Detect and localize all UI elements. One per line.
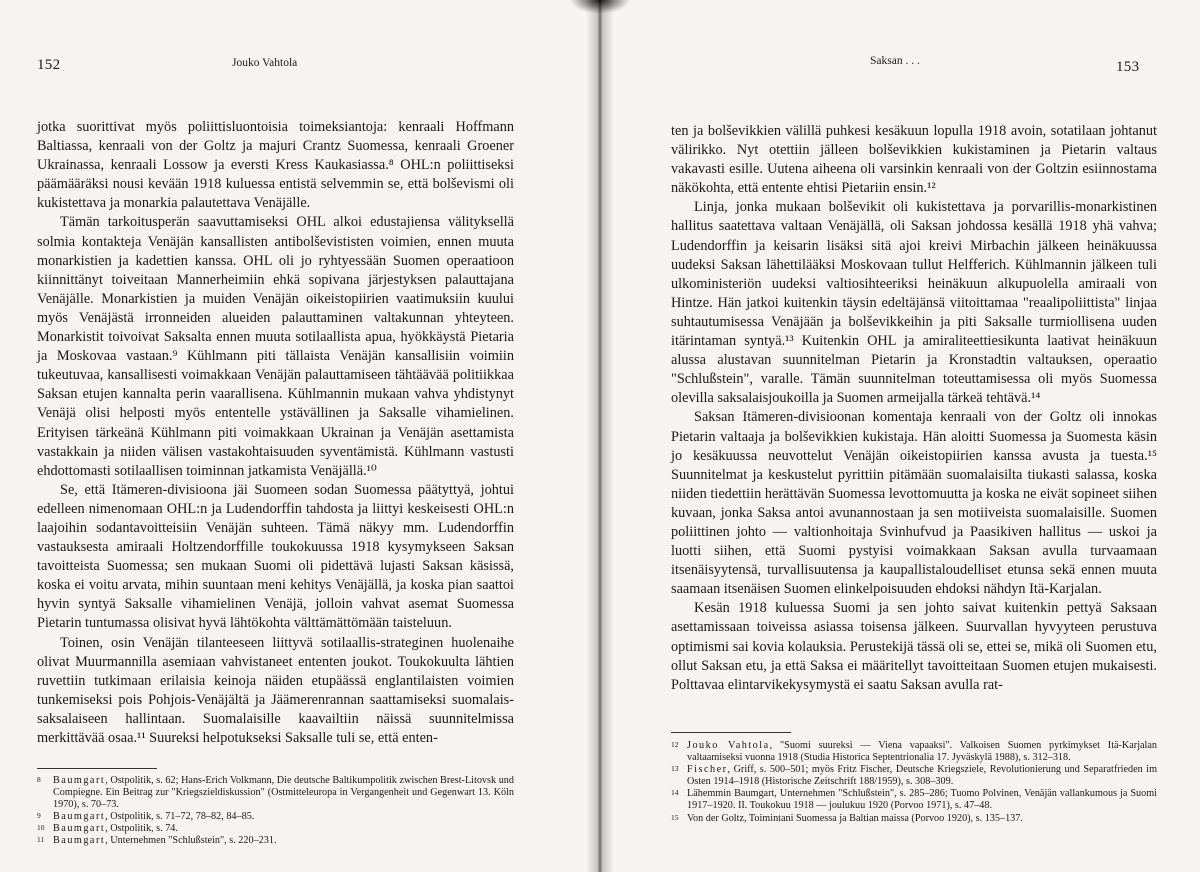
body-text — [37, 118, 514, 748]
paragraph: Kesän 1918 kuluessa Suomi ja sen johto saivat kuitenkin pettyä Saksaan asettamissaan toiveissa asiassa toisensa jälkeen. Suurvallan hyvyyteen perustuva optimismi sai kovia kolauksia. Perustekijä tässä oli se, ettei se, mikä oli Suomen etu, ollut Saksan etu, ja että Saksa ei määritellyt tavoitteitaan Suomen etujen mukaisesti. Polttavaa elintarvikekysymystä ei saatu Saksan avulla rat- — [671, 600, 1157, 693]
footnote-number: 10 — [37, 823, 45, 833]
paragraph: ten ja bolševikkien välillä puhkesi kesäkuun lopulla 1918 avoin, sotatilaan johtanut välirikko. Nyt otettiin jälleen bolševikkien kukistaminen ja Pietarin valtaus vakavasti esille. Uutena aiheena oli varsinkin kenraali von der Goltzin esiinnostama näkökohta, että entente ehtisi Pietariin ensin.¹² — [671, 123, 1157, 197]
footnote-text: Lähemmin Baumgart, Unternehmen "Schlußstein", s. 285–286; Tuomo Polvinen, Venäjän vallankumous ja Suomi 1917–1920. II. Toukokuu 1918 — joulukuu 1920 (Porvoo 1971), s. 47–48. — [687, 788, 1157, 812]
paragraph: Toinen, osin Venäjän tilanteeseen liittyvä sotilaallis-strateginen huolenaihe olivat Muurmannilla asemiaan vahvistaneet ententen joukot. Toukokuulta lähtien ruvettiin tutkimaan erilaisia keinoja näiden etupäässä englantilaisten voimien tunkemiseksi pois Pohjois-Venäjältä ja Jäämerenrannan saattamiseksi suomalais-saksalaiseen hallintaan. Suomalaisille kaavailtiin näissä suunnitelmissa merkittävää osaa.¹¹ Suureksi helpotukseksi Saksalle tuli se, että enten- — [37, 634, 514, 746]
right-page — [600, 0, 1200, 872]
footnote-author: Baumgart — [53, 835, 106, 847]
footnote-author: Baumgart — [53, 823, 106, 835]
footnote-text: , Griff, s. 500–501; myös Fritz Fischer, Deutsche Kriegsziele, Revolutionierung und Separatfrieden im Osten 1914–1918 (Historische Zeitschrift 188/1959), s. 308–309. — [687, 764, 1157, 788]
footnote-author: Baumgart — [53, 775, 106, 786]
footnote-author: Jouko Vahtola — [687, 740, 770, 751]
footnote — [671, 740, 1157, 764]
running-head: Jouko Vahtola — [232, 57, 298, 69]
footnotes — [37, 775, 514, 848]
running-head: Saksan . . . — [870, 55, 920, 67]
paragraph: Se, että Itämeren-divisioona jäi Suomeen sodan Suomessa päätyttyä, johtui edelleen nimenomaan OHL:n ja Ludendorffin tahdosta ja liittyi keskeisesti OHL:n laajoihin sodantavoitteisiin Venäjän suhteen. Tämä näkyy mm. Ludendorffin vastauksesta amiraali Holtzendorffille toukokuussa 1918 kysymykseen Saksan tavoitteista Suomessa; sen mukaan Suomi oli pidettävä lujasti Saksan käsissä, koska ei voitu arvata, mihin suuntaan meni kehitys Venäjällä, ja koska pian saattoi hyvin syntyä Saksalle vihamielinen Venäjä, jolloin vahvat asemat Suomessa Pietarin tuntumassa olisivat hyvä lähtökohta välttämättömään taisteluun. — [37, 481, 514, 632]
body-text — [671, 122, 1157, 695]
footnote-number: 14 — [671, 788, 679, 798]
footnote-number: 11 — [37, 835, 45, 845]
footnote-rule — [671, 732, 791, 733]
footnote-text: , Ostpolitik, s. 74. — [105, 823, 178, 835]
page-number: 152 — [37, 57, 61, 73]
page-number: 153 — [1116, 59, 1140, 75]
paragraph: Saksan Itämeren-divisioonan komentaja kenraali von der Goltz oli innokas Pietarin valtaaja ja bolševikkien kukistaja. Hän aloitti Suomessa ja Suomesta käsin jo kesäkuussa neuvottelut Venäjän oikeistopiirien kanssa avusta ja tuesta.¹⁵ Suunnitelmat ja keskustelut pyrittiin pitämään suomalaisilta tiukasti salassa, koska niiden tiedettiin herättävän Suomessa levottomuutta ja koska ne eivät sopineet siihen kuvaan, jonka Saksa antoi avunannostaan ja sen motiiveista suomalaisille. Suomen poliittinen johto — valtionhoitaja Svinhufvud ja Paasikiven hallitus — uskoi ja luotti siihen, että Suomi pystyisi voimakkaan Saksan avulla turvaamaan itsenäisyytensä, turvallisuutensa ja kaupallistaloudelliset etunsa sekä ennen muuta saamaan itsenäisen Suomen elinkelpoisuuden ehdoksi nähdyn Itä-Karjalan. — [671, 409, 1157, 598]
footnote-number: 9 — [37, 811, 41, 821]
footnote — [37, 811, 514, 823]
footnote-number: 13 — [671, 764, 679, 774]
footnote-text: , "Suomi suureksi — Viena vapaaksi". Valkoisen Suomen pyrkimykset Itä-Karjalan valtaamiseksi vuonna 1918 (Studia Historica Septentrionalia 17. Jyväskylä 1988), s. 312–318. — [687, 740, 1158, 764]
paragraph: Linja, jonka mukaan bolševikit oli kukistettava ja porvarillis-monarkistinen hallitus saatettava valtaan Venäjällä, oli Saksan johdossa kesällä 1918 yhä vahva; Ludendorffin ja keisarin lisäksi sitä ajoi kreivi Mirbachin jälkeen heinäkuussa uudeksi Saksan lähettilääksi Moskovaan tullut Helfferich. Kühlmannin jälkeen tuli ulkoministeriön uudeksi valtiosihteeriksi heinäkuun alkupuolella amiraali von Hintze. Hän jatkoi kuitenkin täysin edeltäjänsä viitoittamaa "reaalipoliittista" linjaa suhtautumisessa Venäjään ja bolševikkeihin ja piti Saksalle turmiollisena uuden itärintaman syntyä.¹³ Kuitenkin OHL ja amiraliteettiesikunta laativat heinäkuun alussa alustavan suunnitelman Pietarin ja Kronstadtin valtauksen, operaatio "Schlußstein", varalle. Tämän suunnitelman toteuttamisessa oli myös Suomessa olevilla saksalaisjoukoilla ja Suomen armeijalla tärkeä tehtävä.¹⁴ — [671, 199, 1157, 407]
left-page — [0, 0, 598, 872]
paragraph: jotka suorittivat myös poliittisluontoisia toimeksiantoja: kenraali Hoffmann Baltiassa, kenraali von der Goltz ja majuri Crantz Suomessa, kenraali Groener Ukrainassa, kenraali Lossow ja eversti Kress Kaukasiassa.⁸ OHL:n poliittiseksi päämääräksi nousi kevään 1918 kuluessa entistä selvemmin se, että bolševismi oli kukistettava ja monarkia palautettava Venäjälle. — [37, 119, 514, 212]
footnote-number: 8 — [37, 775, 41, 784]
footnotes — [671, 740, 1157, 825]
footnote — [37, 775, 514, 811]
footnote-text: , Ostpolitik, s. 62; Hans-Erich Volkmann, Die deutsche Baltikumpolitik zwischen Brest-Litovsk und Compiegne. Ein Beitrag zur "Kriegszieldiskussion" (Ostmitteleuropa in Vergangenheit und Gegenwart 13. Köln 1970), s. 70–73. — [53, 775, 514, 811]
spine-shadow — [570, 0, 630, 14]
footnote-number: 15 — [671, 812, 679, 822]
footnote-author: Fischer — [687, 764, 728, 776]
footnote-author: Baumgart — [53, 811, 106, 823]
footnote — [671, 788, 1157, 812]
footnote — [37, 823, 514, 835]
footnote — [671, 764, 1157, 788]
paragraph: Tämän tarkoitusperän saavuttamiseksi OHL alkoi edustajiensa välityksellä solmia kontakteja Venäjän kansallisten antibolševististen voimien, ennen muuta monarkistien ja kadettien kanssa. OHL oli jo ryhtyessään Suomen operaatioon kiinnittänyt toiveitaan Mannerheimiin ehkä sopivana järjestyksen palauttajana Venäjälle. Monarkistien ja muiden Venäjän oikeistopiirien vaatimuksiin kuului myös Venäjästä irronneiden alueiden palauttaminen valtakunnan yhteyteen. Monarkistit toivoivat Saksalta ennen muuta sotilaallista apua, hyökkäystä Pietaria ja Moskovaa vastaan.⁹ Kühlmann piti tällaista Venäjän kansallisiin voimiin tukeutuvaa, kansallisesti voimakkaan Venäjän palauttamiseen tähtäävää politiikkaa Saksan etujen kannalta perin vaarallisena. Kühlmannin mukaan vahva yhdistynyt Venäjä olisi helposti myös ententelle ystävällinen ja Saksalle vihamielinen. Erityisen tärkeänä Kühlmann piti voimakkaan Ukrainan ja Venäjän asettamista vastakkain ja niiden välisen vastakohtaisuuden syventämistä. Kühlmann vastusti ehdottomasti sotilaallisen toiminnan jatkamista Venäjällä.¹⁰ — [37, 214, 514, 479]
footnote-text: , Unternehmen "Schlußstein", s. 220–231. — [105, 835, 277, 847]
footnote — [671, 813, 1157, 825]
footnote-text: Von der Goltz, Toimintani Suomessa ja Baltian maissa (Porvoo 1920), s. 135–137. — [687, 812, 1023, 824]
footnote — [37, 835, 514, 847]
footnote-rule — [37, 768, 157, 769]
book-gutter — [586, 0, 614, 872]
footnote-number: 12 — [671, 740, 679, 749]
footnote-text: , Ostpolitik, s. 71–72, 78–82, 84–85. — [105, 811, 255, 823]
